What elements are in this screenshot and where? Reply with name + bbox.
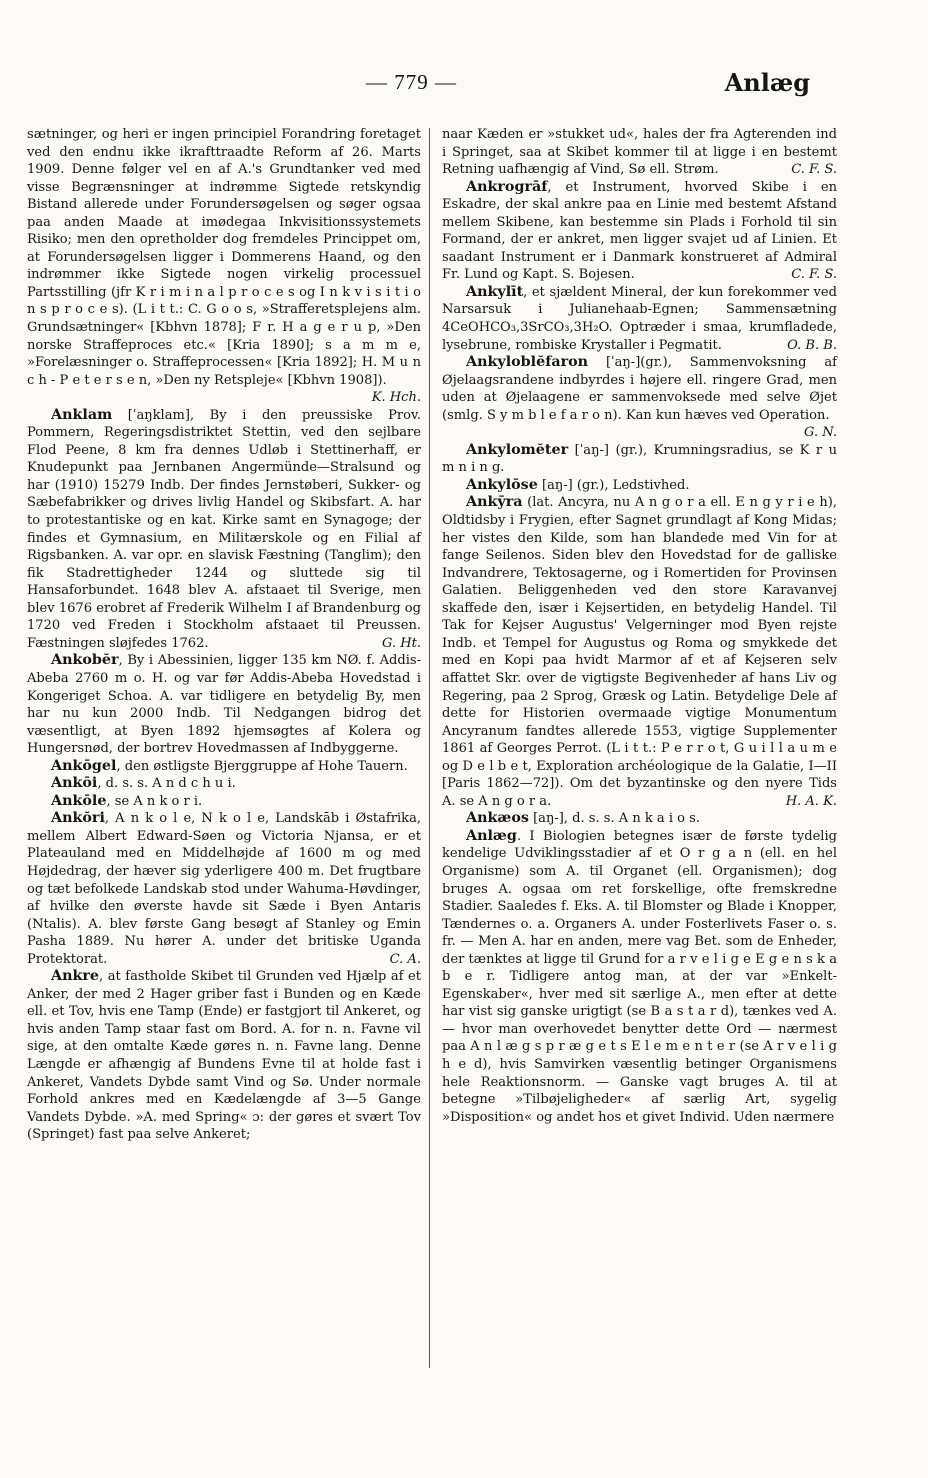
entry-text: , et Instrument, hvorved Skibe i en Eskadre, der skal ankre paa en Linie med bestemt Afstand mellem Skibene, kan bestemme sin Plads i Forhold til sin Formand, der er ankret, men ligger svajet ud af Linien. Et saadant Instrument er i Danmark konstrueret af Admiral Fr. Lund og Kapt. S. Bojesen. (442, 179, 837, 283)
entry-ankole (27, 793, 421, 811)
entry-text: , et sjældent Mineral, der kun forekommer ved Narsarsuk i Julianehaab-Egnen; Sammensætning 4CeOHCO₃,3SrCO₃,3H₂O. Optræder i smaa, krumfladede, lysebrune, rombiske Krystaller i Pegmatit. (442, 284, 837, 353)
entry-ankylose (442, 477, 837, 495)
headword: Ankylōse (466, 476, 538, 493)
headword: Ankyloblĕfaron (466, 354, 589, 371)
entry-continuation (442, 126, 837, 179)
entry-text: [ˈaŋ-](gr.), Sammenvoksning af Øjelaagsrandene indbyrdes i højere ell. ringere Grad, men uden at Øjelaagene er sammenvoksede med selve Øjet (smlg. S y m b l e f a r o n). Kan kun hæves ved Operation. (442, 355, 837, 423)
headword: Ankre (51, 968, 100, 985)
entry-ankrograf (442, 179, 837, 284)
headword: Ankōgel (51, 757, 117, 774)
entry-continuation (27, 126, 421, 406)
right-column (442, 126, 837, 1126)
entry-text: sætninger, og heri er ingen principiel Forandring foretaget ved den endnu ikke ikrafttraadte Reform af 26. Marts 1909. Denne følger vel en af A.'s Grundtanker ved med visse Begrænsninger at indrømme Sigtede retskyndig Bistand allerede under Forundersøgelsen og søger ogsaa paa anden Maade at imødegaa Inkvisitionssystemets Risiko; men den opretholder dog fremdeles Princippet om, at Forundersøgelsen ligger i Dommerens Haand, og den indrømmer ikke Sigtede nogen virkelig processuel Partsstilling (jfr K r i m i n a l p r o c e s og I n k v i s i t i o n s p r o c e s). (L i t t.: C. G o o s, »Strafferetsplejens alm. Grundsætninger« [Kbhvn 1878]; F r. H a g e r u p, »Den norske Straffeproces etc.« [Kria 1890]; s a m m e, »Forelæsninger o. Straffeprocessen« [Kria 1892]; H. M u n c h - P e t e r s e n, »Den ny Retspleje« [Kbhvn 1908]). (27, 127, 421, 388)
entry-ankori (27, 810, 421, 968)
entry-text: [ˈaŋ-] (gr.), Krumningsradius, se K r u m n i n g. (442, 442, 837, 476)
headword: Ankrogrāf (466, 178, 548, 195)
entry-ankre (27, 968, 421, 1143)
page-number: — 779 — (366, 70, 457, 94)
entry-text: [aŋ-], d. s. s. A n k a i o s. (528, 811, 701, 827)
headword: Ankylomĕter (466, 441, 569, 458)
entry-text: , d. s. s. A n d c h u i. (97, 776, 236, 792)
entry-text: , at fastholde Skibet til Grunden ved Hjælp af et Anker, der med 2 Hager griber fast i Bunden og en Kæde ell. et Tov, hvis ene Tamp (Ende) er fastgjort til Ankeret, og hvis anden Tamp staar fast om Bord. A. for n. n. Favne vil sige, at den omtalte Kæde gøres n. n. Favne lang. Denne Længde er afhængig af Bundens Evne til at holde fast i Ankeret, Vandets Dybde samt Vind og Sø. Under normale Forhold ankres med en Kædelængde af 3—5 Gange Vandets Dybde. »A. med Spring« ɔ: der gøres et svært Tov (Springet) fast paa selve Ankeret; (27, 969, 421, 1143)
entry-ankyloblefaron (442, 354, 837, 441)
signature: O. B. B. (787, 337, 837, 353)
entry-ankaeos (442, 810, 837, 828)
entry-text: naar Kæden er »stukket ud«, hales der fra Agterenden ind i Springet, saa at Skibet kommer til at ligge i en bestemt Retning uafhængig af Vind, Sø ell. Strøm. (442, 127, 837, 178)
entry-text: , A n k o l e, N k o l e, Landskāb i Østafrika, mellem Albert Edward-Søen og Victoria Njansa, er et Plateauland med en Middelhøjde af 1600 m og med Højdedrag, der hæver sig yderligere 400 m. Det frugtbare og tæt befolkede Landskab stod under Wahuma-Høvdinger, af hvilke den øverste havde sit Sæde i Byen Antaris (Ntalis). A. blev første Gang besøgt af Stanley og Emin Pasha 1889. Nu hører A. under det britiske Uganda Protektorat. (27, 811, 421, 967)
entry-ankoi (27, 775, 421, 793)
column-rule (429, 128, 430, 1368)
entry-ankylit (442, 284, 837, 354)
entry-text: [ˈaŋklam], By i den preussiske Prov. Pommern, Regeringsdistriktet Stettin, ved den sejlbare Flod Peene, 8 km fra dennes Udløb i Stettinerhaff, er Knudepunkt paa Jernbanen Angermünde—Stralsund og har (1910) 15279 Indb. Der findes Jernstøberi, Sukker- og Sæbefabrikker og drives livlig Handel og Skibsfart. A. har to protestantiske og en kat. Kirke samt en Synagoge; der findes et Gymnasium, en Militærskole og en Filial af Rigsbanken. A. var opr. en slavisk Fæstning (Tanglim); den fik Stadrettigheder 1244 og sluttede sig til Hansaforbundet. 1648 blev A. afstaaet til Sverige, men blev 1676 erobret af Frederik Wilhelm I af Brandenburg og 1720 ved Freden i Stockholm afstaaet til Preussen. Fæstningen sløjfedes 1762. (27, 407, 421, 651)
signature: C. F. S. (791, 162, 837, 178)
entry-ankylometer (442, 442, 837, 477)
signature: K. Hch. (371, 390, 421, 406)
signature: C. A. (389, 951, 421, 967)
entry-anklam (27, 407, 421, 653)
entry-ankyra (442, 494, 837, 810)
signature: G. Ht. (381, 635, 421, 651)
headword: Ankȳra (466, 494, 523, 511)
headword: Anlæg (466, 827, 517, 844)
entry-anlaeg (442, 828, 837, 1126)
headword: Anklam (51, 406, 113, 423)
headword: Ankobĕr (51, 652, 119, 669)
entry-text: , den østligste Bjerggruppe af Hohe Tauern. (116, 758, 408, 774)
signature: H. A. K. (785, 793, 837, 809)
entry-text: , se A n k o r i. (106, 793, 203, 809)
entry-text: [aŋ-] (gr.), Ledstivhed. (537, 477, 690, 493)
left-column (27, 126, 421, 1144)
headword: Ankylīt (466, 283, 524, 300)
page-header (0, 70, 928, 106)
signature: G. N. (804, 425, 837, 441)
entry-ankober (27, 652, 421, 757)
running-head: Anlæg (724, 68, 810, 97)
entry-text: (lat. Ancyra, nu A n g o r a ell. E n g y r i e h), Oldtidsby i Frygien, efter Sagnet grundlagt af Kong Midas; her vistes den Kilde, som han blandede med Vin for at fange Seilenos. Siden blev den Hovedstad for de galliske Indvandrere, Tektosagerne, og i Romertiden for Provinsen Galatien. Beliggenheden ved den store Karavanvej skaffede den, især i Kejsertiden, en betydelig Handel. Til Tak for Kejser Augustus' Velgerninger mod Byen rejste Indb. et Tempel for Augustus og Roma og smykkede det med en Kopi paa hvidt Marmor af et af Kejseren selv affattet Skr. over de vigtigste Begivenheder af hans Liv og Regering, paa 2 Sprog, Græsk og Latin. Betydelige Dele af dette for Historien overmaade vigtige Monumentum Ancyranum fandtes allerede 1553, vigtige Supplementer 1861 af Georges Perrot. (L i t t.: P e r r o t, G u i l l a u m e og D e l b e t, Exploration archéologique de la Galatie, I—II [Paris 1862—72]). Om det byzantinske og den nyere Tids A. se A n g o r a. (442, 495, 837, 809)
signature: C. F. S. (791, 267, 837, 283)
entry-text: , By i Abessinien, ligger 135 km NØ. f. Addis-Abeba 2760 m o. H. og var før Addis-Abeba Hovedstad i Kongeriget Schoa. A. var tidligere en betydelig By, men har nu kun 2000 Indb. Til Nedgangen bidrog det væsentligt, at Byen 1892 hjemsøgtes af Kolera og Hungersnød, der bortrev Hovedmassen af Indbyggerne. (27, 653, 421, 757)
headword: Ankæos (466, 810, 529, 827)
entry-ankogel (27, 758, 421, 776)
headword: Ankōle (51, 792, 107, 809)
headword: Ankŏri (51, 810, 105, 827)
headword: Ankōi (51, 775, 98, 792)
entry-text: . I Biologien betegnes især de første tydelig kendelige Udviklingsstadier af et O r g a n (ell. en hel Organisme) som A. til Organet (ell. Organismen); dog bruges A. ogsaa om ret forskellige, ofte fremskredne Stadier. Saaledes f. Eks. A. til Blomster og Blade i Knopper, Tændernes o. a. Organers A. under Fosterlivets Faser o. s. fr. — Men A. har en anden, mere vag Bet. som de Enheder, der tænktes at ligge til Grund for a r v e l i g e E g e n s k a b e r. Tidligere antog man, at der var »Enkelt-Egenskaber«, hver med sit særlige A., men efter at dette har vist sig ganske urigtigt (se B a s t a r d), tænkes ved A. — hvor man overhovedet benytter dette Ord — nærmest paa A n l æ g s p r æ g e t s E l e m e n t e r (se A r v e l i g h e d), hvis Samvirken væsentlig betinger Organismens hele Reaktionsnorm. — Ganske vagt bruges A. til at betegne »Tilbøjeligheder« af særlig Art, sygelig »Disposition« og andet hos et givet Individ. Uden nærmere (442, 828, 837, 1125)
